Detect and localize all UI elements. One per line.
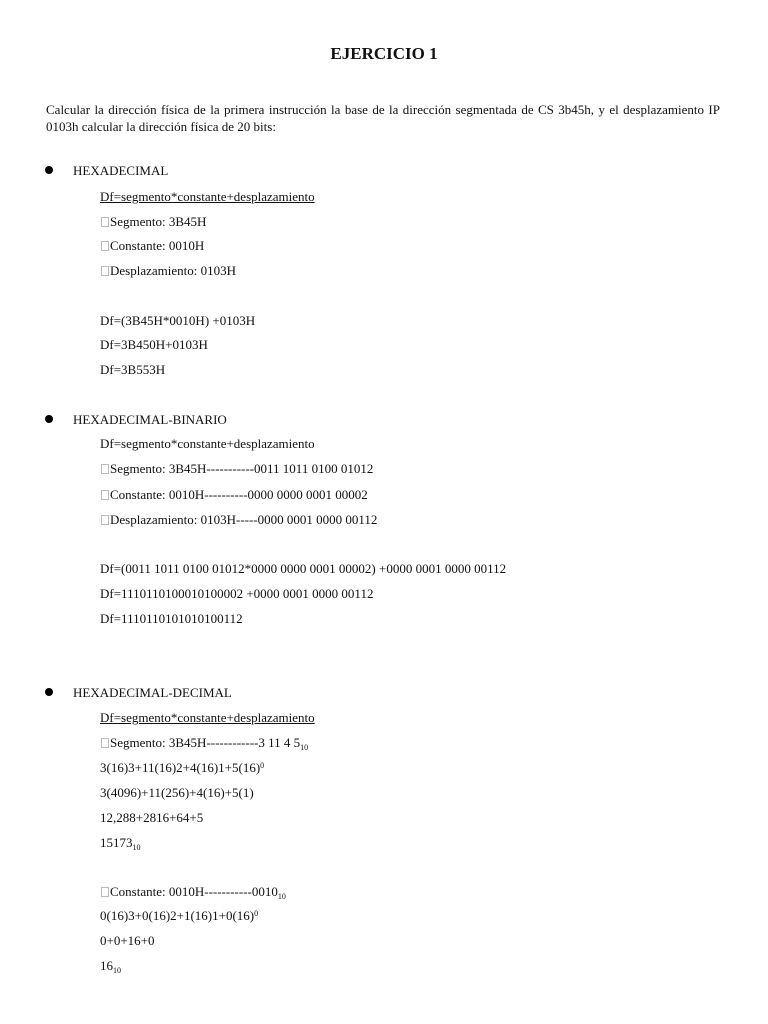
list-item: Segmento: 3B45H-----------0011 1011 0100 01012 [101, 462, 373, 475]
list-item: Constante: 0010H----------0000 0000 0001 00002 [101, 488, 368, 501]
calc-line: $15173_{10}$ [100, 835, 141, 852]
list-item: Constante: $0010H-----------0010_{10}$ [101, 885, 286, 898]
intro-paragraph: Calcular la dirección física de la primera instrucción la base de la dirección segmentada de CS 3b45h, y el desplazamiento IP 0103h calcular la dirección física de 20 bits: [46, 102, 720, 134]
calc-line: 3(4096)+11(256)+4(16)+5(1) [100, 785, 254, 800]
section-heading-hex-binario: HEXADECIMAL-BINARIO [73, 412, 227, 427]
checkbox-glyph-icon [101, 490, 109, 500]
checkbox-glyph-icon [101, 241, 109, 251]
calc-line: $3(16)3+11(16)2+4(16)1+5(16)^0$ [100, 760, 265, 775]
section-heading-hexadecimal: HEXADECIMAL [73, 163, 169, 178]
bullet-icon [45, 415, 53, 423]
list-item: Desplazamiento: 0103H-----0000 0001 0000 00112 [101, 513, 377, 526]
checkbox-glyph-icon [101, 887, 109, 897]
list-item: Segmento: 3B45H [101, 215, 206, 228]
page-title: EJERCICIO 1 [330, 44, 438, 63]
formula: Df=segmento*constante+desplazamiento [100, 710, 315, 725]
list-item: Segmento: 3B45H------------3 11 4 $5_{10}$ [101, 736, 308, 749]
section-heading-hex-decimal: HEXADECIMAL-DECIMAL [73, 685, 232, 700]
calc-line: Df=(0011 1011 0100 01012*0000 0000 0001 00002) +0000 0001 0000 00112 [100, 561, 507, 576]
checkbox-glyph-icon [101, 464, 109, 474]
checkbox-glyph-icon [101, 217, 109, 227]
checkbox-glyph-icon [101, 738, 109, 748]
calc-line: $16_{10}$ [100, 958, 121, 975]
bullet-icon [45, 688, 53, 696]
formula: Df=segmento*constante+desplazamiento [100, 189, 315, 204]
bullet-icon [45, 166, 53, 174]
calc-line: Df=1110110101010100112 [100, 611, 243, 626]
calc-line: Df=3B450H+0103H [100, 337, 208, 352]
checkbox-glyph-icon [101, 266, 109, 276]
calc-line: Df=(3B45H*0010H) +0103H [100, 313, 256, 328]
calc-line: 0+0+16+0 [100, 933, 155, 948]
checkbox-glyph-icon [101, 515, 109, 525]
calc-line: Df=1110110100010100002 +0000 0001 0000 00112 [100, 586, 374, 601]
formula: Df=segmento*constante+desplazamiento [100, 436, 315, 451]
calc-line: 12,288+2816+64+5 [100, 810, 204, 825]
calc-line: Df=3B553H [100, 362, 166, 377]
list-item: Desplazamiento: 0103H [101, 264, 236, 277]
list-item: Constante: 0010H [101, 239, 204, 252]
calc-line: $0(16)3+0(16)2+1(16)1+0(16)^0$ [100, 908, 259, 923]
